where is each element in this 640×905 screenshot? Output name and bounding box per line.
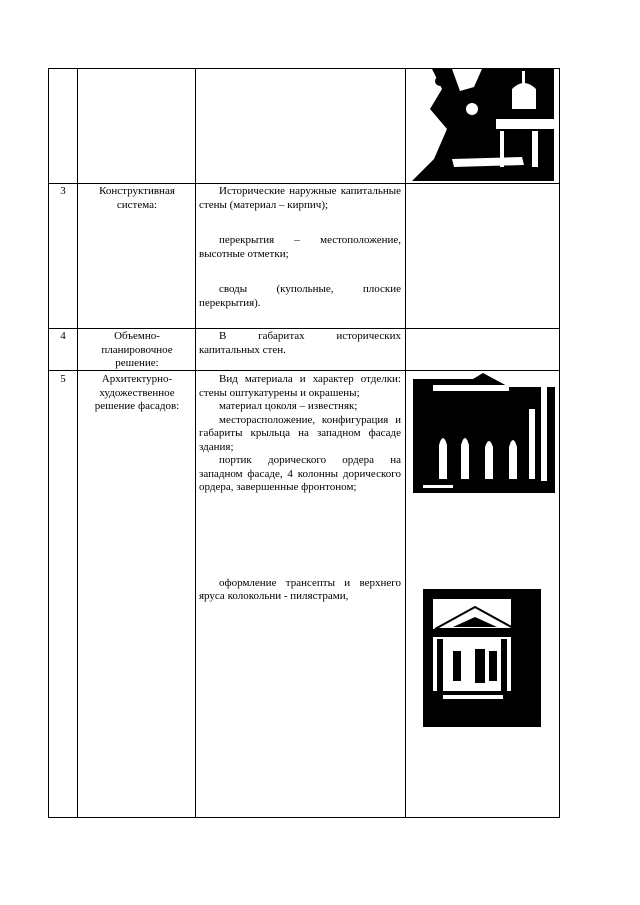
- monument-protection-table: [48, 68, 560, 818]
- row-3-desc-vaults: своды (купольные, плоские перекрытия).: [199, 283, 401, 309]
- row-5-desc-portico: портик дорического ордера на западном фасаде, 4 колонны дорического ордера, завершенные фронтоном;: [199, 454, 401, 493]
- church-dome-photo: [412, 69, 554, 181]
- row-5-desc-finish: Вид материала и характер отделки: стены оштукатурены и окрашены;: [199, 373, 401, 399]
- row-5-desc-plinth: материал цоколя – известняк;: [219, 400, 358, 412]
- row-3-desc-walls: Исторические наружные капитальные стены (материал – кирпич);: [199, 185, 401, 211]
- row-5-name: Архитектурно-художественное решение фасадов:: [94, 373, 180, 412]
- row-divider: [49, 183, 559, 184]
- row-4-name: Объемно-планировочное решение:: [101, 330, 173, 369]
- portico-facade-photo: [413, 373, 555, 493]
- row-divider: [49, 328, 559, 329]
- bell-tower-photo: [423, 589, 541, 727]
- row-4-description: [199, 330, 401, 357]
- row-5-desc-porch: месторасположение, конфигурация и габариты крыльца на западном фасаде здания;: [199, 413, 401, 453]
- column-divider: [405, 69, 406, 817]
- column-divider: [195, 69, 196, 817]
- row-3-description: [199, 185, 401, 310]
- row-5-desc-pilasters: оформление трансепты и верхнего яруса колокольни - пилястрами,: [199, 576, 401, 602]
- row-3-number: 3: [60, 185, 66, 197]
- row-3-name: Конструктивная система:: [99, 185, 175, 211]
- row-5-number: 5: [60, 373, 66, 385]
- row-4-desc-dimensions: В габаритах исторических капитальных стен.: [199, 330, 401, 356]
- row-4-number: 4: [60, 330, 66, 342]
- row-3-desc-floors: перекрытия – местоположение, высотные отметки;: [199, 234, 401, 260]
- column-divider: [77, 69, 78, 817]
- row-5-description: [199, 373, 401, 604]
